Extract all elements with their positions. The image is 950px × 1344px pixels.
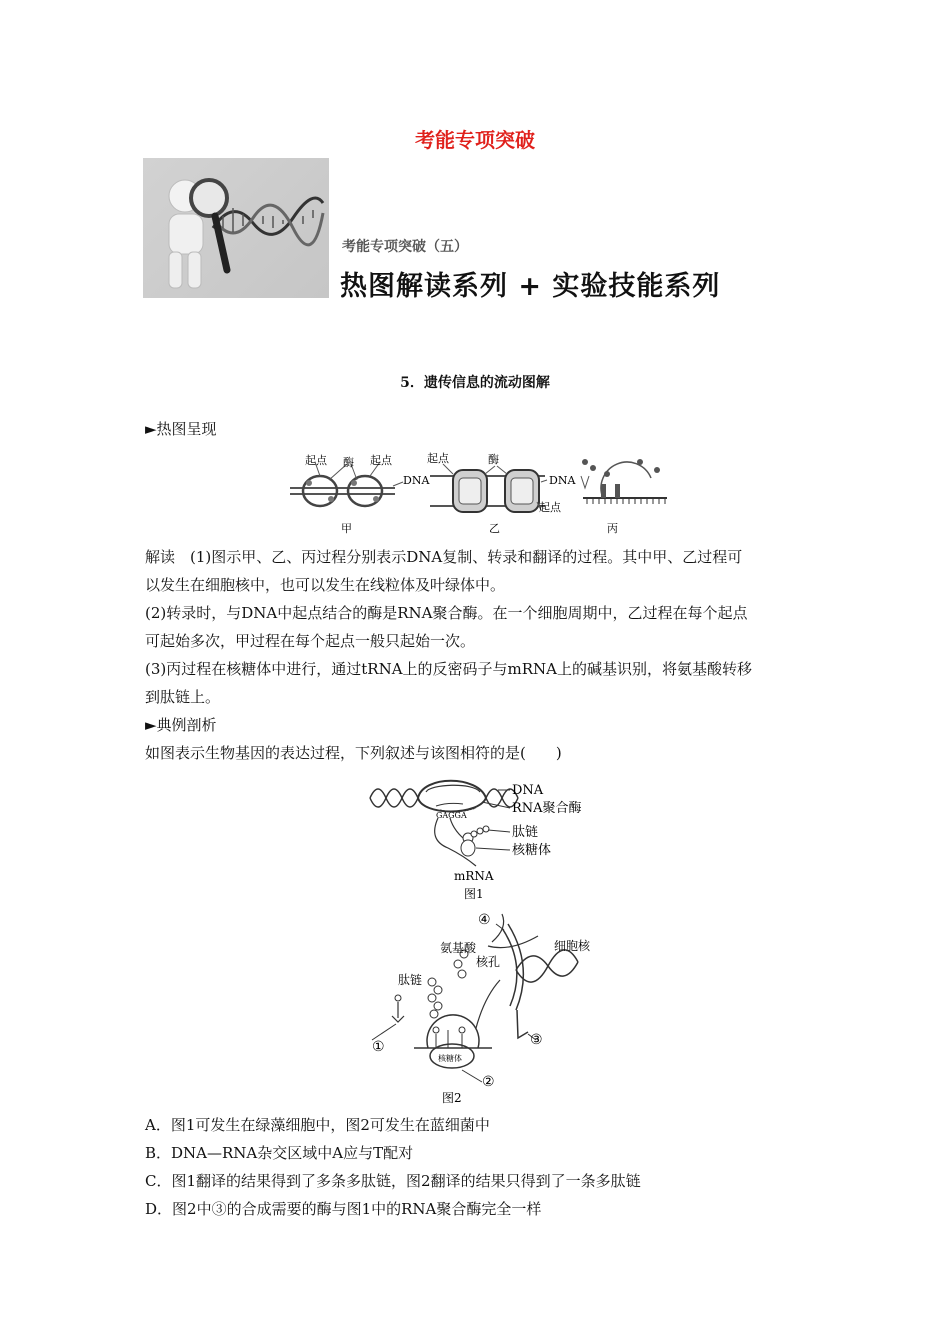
interpretation-p2-l1: (2)转录时，与DNA中起点结合的酶是RNA聚合酶。在一个细胞周期中，乙过程在每个起点: [145, 604, 748, 622]
hot-figure-heading: ►热图呈现: [145, 420, 217, 438]
figure-2-diagram: [352, 906, 602, 1106]
interpretation-p3-l2: 到肽链上。: [145, 688, 221, 706]
figure-2-nuclear-pore-label: 核孔: [476, 955, 501, 969]
figure-1-peptide-label: 肽链: [512, 825, 539, 840]
figure-1-caption: 图1: [464, 887, 484, 901]
label-dna-2: DNA: [549, 474, 576, 487]
banner-image: [143, 158, 329, 298]
label-qidian-1: 起点: [305, 454, 327, 467]
figure-with-magnifier-image: [143, 158, 329, 298]
figure-1-dna-label: DNA: [512, 783, 544, 798]
interpretation-p3-l1: (3)丙过程在核糖体中进行，通过tRNA上的反密码子与mRNA上的碱基识别，将氨基酸转移: [145, 660, 753, 678]
label-mei-1: 酶: [343, 456, 354, 469]
figure-1-mrna-label: mRNA: [454, 869, 494, 883]
figure-2-peptide-label: 肽链: [398, 973, 423, 987]
interpretation-p2-l2: 可起始多次，甲过程在每个起点一般只起始一次。: [145, 632, 476, 650]
figure-1-rna-polymerase-label: RNA聚合酶: [512, 801, 582, 816]
label-qidian-2: 起点: [370, 454, 392, 467]
translation-diagram: [581, 459, 667, 504]
hot-figure-diagram: [285, 448, 670, 538]
figure-2-nucleus-label: 细胞核: [554, 939, 591, 953]
label-jia: 甲: [341, 522, 352, 535]
figure-2-circled-2: ②: [482, 1074, 495, 1090]
option-d[interactable]: D．图2中③的合成需要的酶与图1中的RNA聚合酶完全一样: [145, 1200, 542, 1218]
page-title: 考能专项突破: [415, 128, 535, 152]
label-yi: 乙: [489, 522, 500, 535]
interpretation-line-1: [145, 543, 742, 571]
figure-1-diagram: [368, 770, 598, 902]
figure-1-ribosome-label: 核糖体: [512, 843, 552, 858]
label-mei-2: 酶: [488, 453, 499, 466]
figure-2-amino-acid-label: 氨基酸: [440, 941, 477, 955]
option-a[interactable]: A．图1可发生在绿藻细胞中，图2可发生在蓝细菌中: [145, 1116, 490, 1134]
interpretation-p1-l1: (1)图示甲、乙、丙过程分别表示DNA复制、转录和翻译的过程。其中甲、乙过程可: [190, 548, 743, 566]
example-heading: ►典例剖析: [145, 716, 217, 734]
figure-2-circled-1: ①: [372, 1039, 385, 1055]
section-heading: 5．遗传信息的流动图解: [400, 375, 550, 391]
figure-2-circled-4: ④: [478, 912, 491, 928]
banner-main-title: 热图解读系列 + 实验技能系列: [340, 271, 721, 302]
label-dna-1: DNA: [403, 474, 430, 487]
label-qidian-3: 起点: [427, 452, 449, 465]
option-c[interactable]: C．图1翻译的结果得到了多条多肽链，图2翻译的结果只得到了一条多肽链: [145, 1172, 641, 1190]
transcription-diagram: [430, 464, 547, 512]
interpretation-lead: 解读: [145, 548, 176, 566]
figure-1-sequence: GAGGA: [436, 811, 467, 820]
example-question: 如图表示生物基因的表达过程，下列叙述与该图相符的是( ): [145, 744, 562, 762]
figure-2-caption: 图2: [442, 1091, 462, 1105]
banner-subtitle: 考能专项突破（五）: [342, 239, 468, 255]
figure-2-circled-3: ③: [530, 1032, 543, 1048]
figure-2-ribosome-label: 核糖体: [438, 1054, 462, 1063]
label-bing: 丙: [607, 522, 618, 535]
option-b[interactable]: B．DNA—RNA杂交区域中A应与T配对: [145, 1144, 414, 1162]
interpretation-p1-l2: 以发生在细胞核中，也可以发生在线粒体及叶绿体中。: [145, 576, 506, 594]
label-qidian-4: 起点: [539, 501, 561, 514]
